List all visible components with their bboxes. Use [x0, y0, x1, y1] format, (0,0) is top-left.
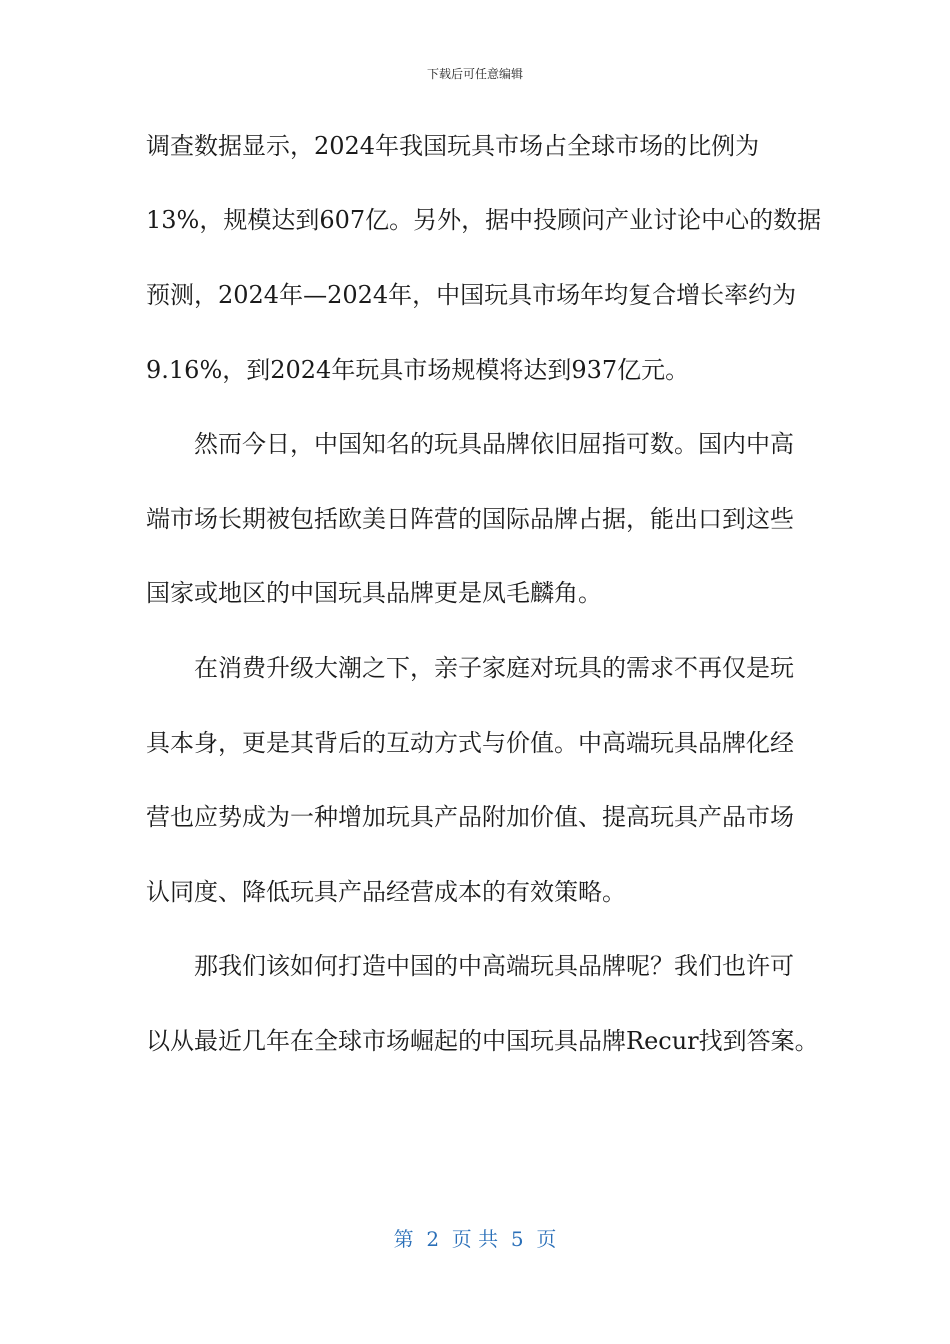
paragraph-line: 营也应势成为一种增加玩具产品附加价值、提高玩具产品市场 — [146, 803, 794, 831]
paragraph-line: 在消费升级大潮之下，亲子家庭对玩具的需求不再仅是玩 — [194, 654, 794, 682]
page-number-footer: 第 2 页 共 5 页 — [393, 1227, 557, 1251]
paragraph-line: 预测，2024年—2024年，中国玩具市场年均复合增长率约为 — [146, 281, 797, 309]
paragraph-line: 9.16%，到2024年玩具市场规模将达到937亿元。 — [146, 356, 690, 384]
paragraph-line: 调查数据显示，2024年我国玩具市场占全球市场的比例为 — [146, 132, 760, 160]
paragraph-line: 以从最近几年在全球市场崛起的中国玩具品牌Recur找到答案。 — [146, 1027, 819, 1055]
page-header: 下载后可任意编辑 — [426, 67, 523, 81]
paragraph-line: 13%，规模达到607亿。另外，据中投顾问产业讨论中心的数据 — [146, 206, 822, 234]
paragraph-line: 那我们该如何打造中国的中高端玩具品牌呢？我们也许可 — [194, 952, 794, 980]
paragraph-line: 具本身，更是其背后的互动方式与价值。中高端玩具品牌化经 — [146, 729, 794, 757]
paragraph-line: 然而今日，中国知名的玩具品牌依旧屈指可数。国内中高 — [194, 430, 794, 458]
paragraph-line: 认同度、降低玩具产品经营成本的有效策略。 — [146, 878, 626, 906]
paragraph-line: 国家或地区的中国玩具品牌更是凤毛麟角。 — [146, 579, 602, 607]
paragraph-line: 端市场长期被包括欧美日阵营的国际品牌占据，能出口到这些 — [146, 505, 794, 533]
